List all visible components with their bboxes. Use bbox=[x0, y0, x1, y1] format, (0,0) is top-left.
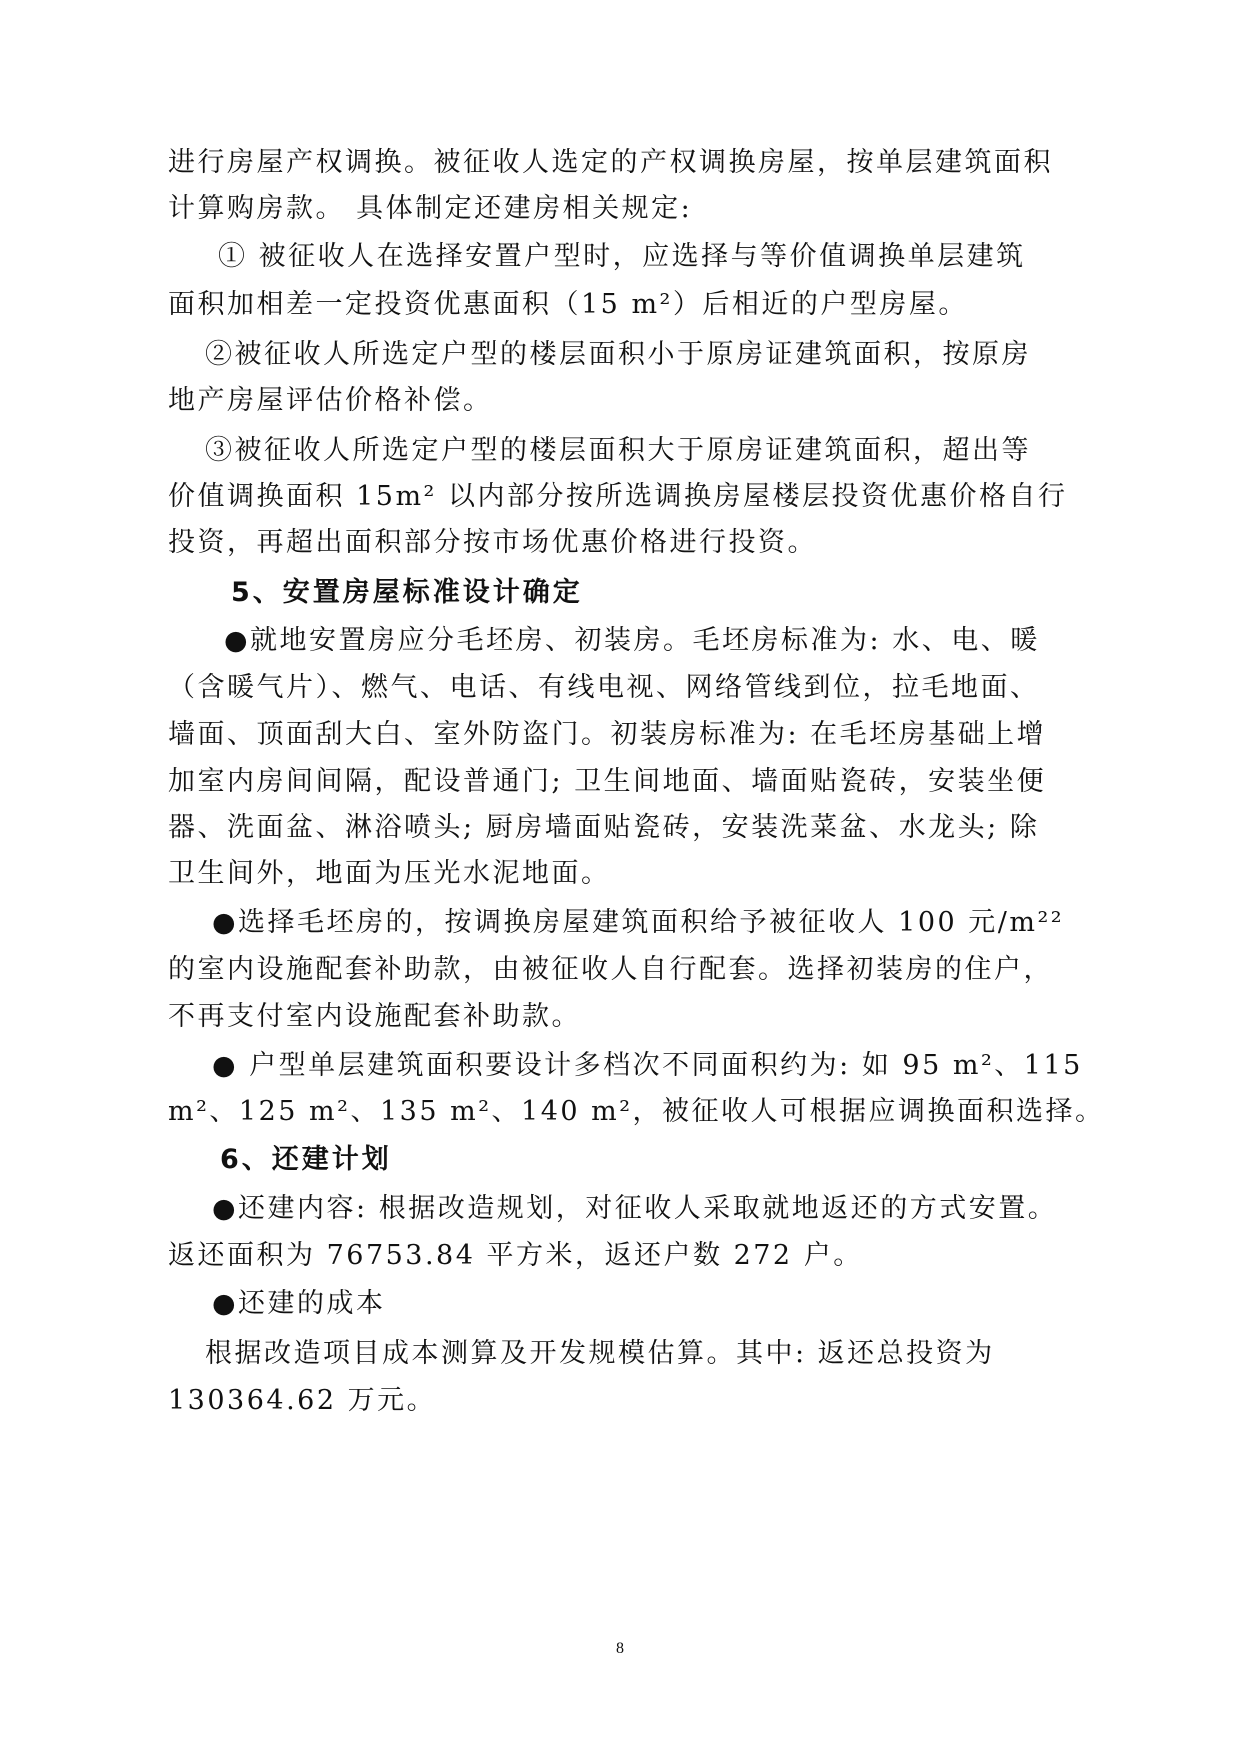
bullet-line: ●还建的成本 bbox=[212, 1288, 386, 1319]
bullet-line: ●就地安置房应分毛坯房、初装房。毛坯房标准为: 水、电、暖 bbox=[224, 625, 1040, 656]
bullet-line: 不再支付室内设施配套补助款。 bbox=[168, 1001, 581, 1032]
bullet-line: 墙面、顶面刮大白、室外防盗门。初装房标准为: 在毛坯房基础上增 bbox=[168, 719, 1047, 750]
section-heading: 6、还建计划 bbox=[220, 1144, 392, 1175]
paragraph-line: 计算购房款。 具体制定还建房相关规定: bbox=[168, 193, 693, 224]
bullet-line: 返还面积为 76753.84 平方米，返还户数 272 户。 bbox=[168, 1240, 863, 1271]
bullet-line: ●还建内容: 根据改造规划，对征收人采取就地返还的方式安置。 bbox=[212, 1193, 1058, 1224]
bullet-line: ● 户型单层建筑面积要设计多档次不同面积约为: 如 95 m²、115 bbox=[212, 1050, 1083, 1081]
clause-line: 投资，再超出面积部分按市场优惠价格进行投资。 bbox=[168, 527, 817, 558]
clause-line: ③被征收人所选定户型的楼层面积大于原房证建筑面积，超出等 bbox=[205, 435, 1031, 466]
bullet-line: 器、洗面盆、淋浴喷头; 厨房墙面贴瓷砖，安装洗菜盆、水龙头; 除 bbox=[168, 812, 1040, 843]
clause-line: 面积加相差一定投资优惠面积（15 m²）后相近的户型房屋。 bbox=[168, 289, 968, 320]
page-number: 8 bbox=[616, 1640, 624, 1657]
bullet-line: （含暖气片）、燃气、电话、有线电视、网络管线到位，拉毛地面、 bbox=[168, 672, 1040, 703]
bullet-line: 的室内设施配套补助款，由被征收人自行配套。选择初装房的住户， bbox=[168, 954, 1053, 985]
clause-line: ②被征收人所选定户型的楼层面积小于原房证建筑面积，按原房 bbox=[205, 339, 1031, 370]
bullet-line: ●选择毛坯房的，按调换房屋建筑面积给予被征收人 100 元/m²² bbox=[212, 907, 1065, 938]
paragraph-line: 根据改造项目成本测算及开发规模估算。其中: 返还总投资为 bbox=[205, 1338, 995, 1369]
section-heading: 5、安置房屋标准设计确定 bbox=[231, 577, 583, 608]
clause-line: ① 被征收人在选择安置户型时，应选择与等价值调换单层建筑 bbox=[218, 241, 1026, 272]
clause-line: 价值调换面积 15m² 以内部分按所选调换房屋楼层投资优惠价格自行 bbox=[168, 481, 1068, 512]
bullet-line: 卫生间外，地面为压光水泥地面。 bbox=[168, 858, 611, 889]
clause-line: 地产房屋评估价格补偿。 bbox=[168, 385, 493, 416]
paragraph-line: 130364.62 万元。 bbox=[168, 1385, 437, 1416]
bullet-line: 加室内房间间隔，配设普通门; 卫生间地面、墙面贴瓷砖，安装坐便 bbox=[168, 766, 1047, 797]
paragraph-line: 进行房屋产权调换。被征收人选定的产权调换房屋，按单层建筑面积 bbox=[168, 147, 1053, 178]
bullet-line: m²、125 m²、135 m²、140 m²，被征收人可根据应调换面积选择。 bbox=[168, 1096, 1105, 1127]
